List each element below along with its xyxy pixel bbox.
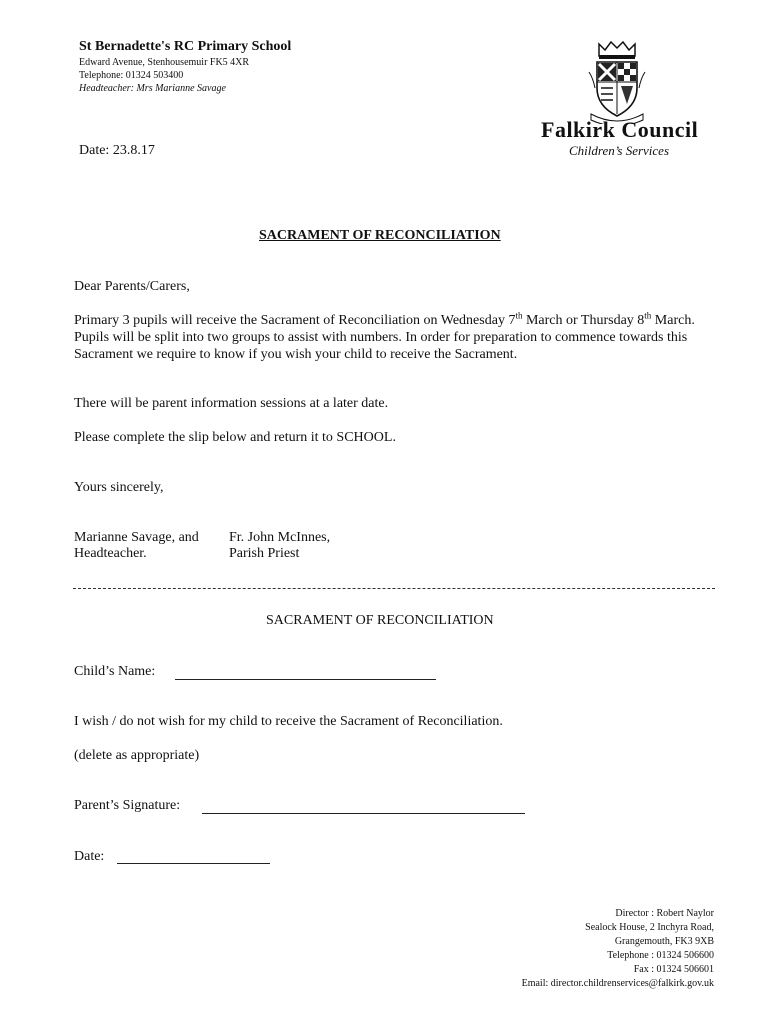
- signatory-priest-role: Parish Priest: [229, 546, 300, 561]
- letter-title: SACRAMENT OF RECONCILIATION: [259, 228, 501, 243]
- parent-signature-field[interactable]: [202, 813, 525, 814]
- signatory-headteacher-role: Headteacher.: [74, 546, 147, 561]
- consent-statement: I wish / do not wish for my child to receive the Sacrament of Reconciliation.: [74, 714, 503, 729]
- cut-line-divider: [73, 588, 715, 589]
- paragraph-text: Primary 3 pupils will receive the Sacrament of Reconciliation on Wednesday 7: [74, 313, 516, 328]
- letter-paragraph-1: [74, 312, 714, 363]
- child-name-label: Child’s Name:: [74, 664, 156, 679]
- parent-signature-label: Parent’s Signature:: [74, 798, 181, 813]
- letter-paragraph-2: There will be parent information sessions at a later date.: [74, 396, 389, 411]
- letter-date: Date: 23.8.17: [79, 143, 155, 158]
- falkirk-council-crest-icon: [587, 38, 647, 124]
- paragraph-text: March. Pupils will be split into two groups to assist with numbers. In order for preparation to commence towards this Sacrament we require to know if you wish your child to receive the Sacrament.: [74, 313, 695, 362]
- ordinal-suffix: th: [515, 310, 523, 321]
- school-name: St Bernadette's RC Primary School: [79, 39, 292, 54]
- school-headteacher: Headteacher: Mrs Marianne Savage: [79, 83, 226, 94]
- footer-fax: Fax : 01324 506601: [633, 964, 714, 975]
- council-subtitle: Children’s Services: [569, 143, 670, 158]
- slip-title: SACRAMENT OF RECONCILIATION: [266, 613, 494, 628]
- footer-address-line-2: Grangemouth, FK3 9XB: [614, 936, 714, 947]
- council-name: Falkirk Council: [541, 117, 699, 142]
- slip-date-field[interactable]: [117, 863, 270, 864]
- ordinal-suffix: th: [644, 310, 652, 321]
- school-address: Edward Avenue, Stenhousemuir FK5 4XR: [79, 57, 250, 68]
- paragraph-text: March or Thursday 8: [522, 313, 645, 328]
- letter-paragraph-3: Please complete the slip below and return it to SCHOOL.: [74, 430, 396, 445]
- signatory-headteacher-name: Marianne Savage, and: [74, 530, 199, 545]
- footer-address-line-1: Sealock House, 2 Inchyra Road,: [585, 922, 714, 933]
- footer-director: Director : Robert Naylor: [615, 908, 714, 919]
- child-name-field[interactable]: [175, 679, 436, 680]
- footer-telephone: Telephone : 01324 506600: [607, 950, 714, 961]
- school-telephone: Telephone: 01324 503400: [79, 70, 184, 81]
- delete-instruction: (delete as appropriate): [74, 748, 200, 763]
- signatory-priest-name: Fr. John McInnes,: [229, 530, 331, 545]
- slip-date-label: Date:: [74, 849, 105, 864]
- footer-email[interactable]: Email: director.childrenservices@falkirk.gov.uk: [521, 978, 714, 989]
- letter-greeting: Dear Parents/Carers,: [74, 279, 190, 294]
- footer-contact: [522, 907, 714, 991]
- letter-closing: Yours sincerely,: [74, 480, 164, 495]
